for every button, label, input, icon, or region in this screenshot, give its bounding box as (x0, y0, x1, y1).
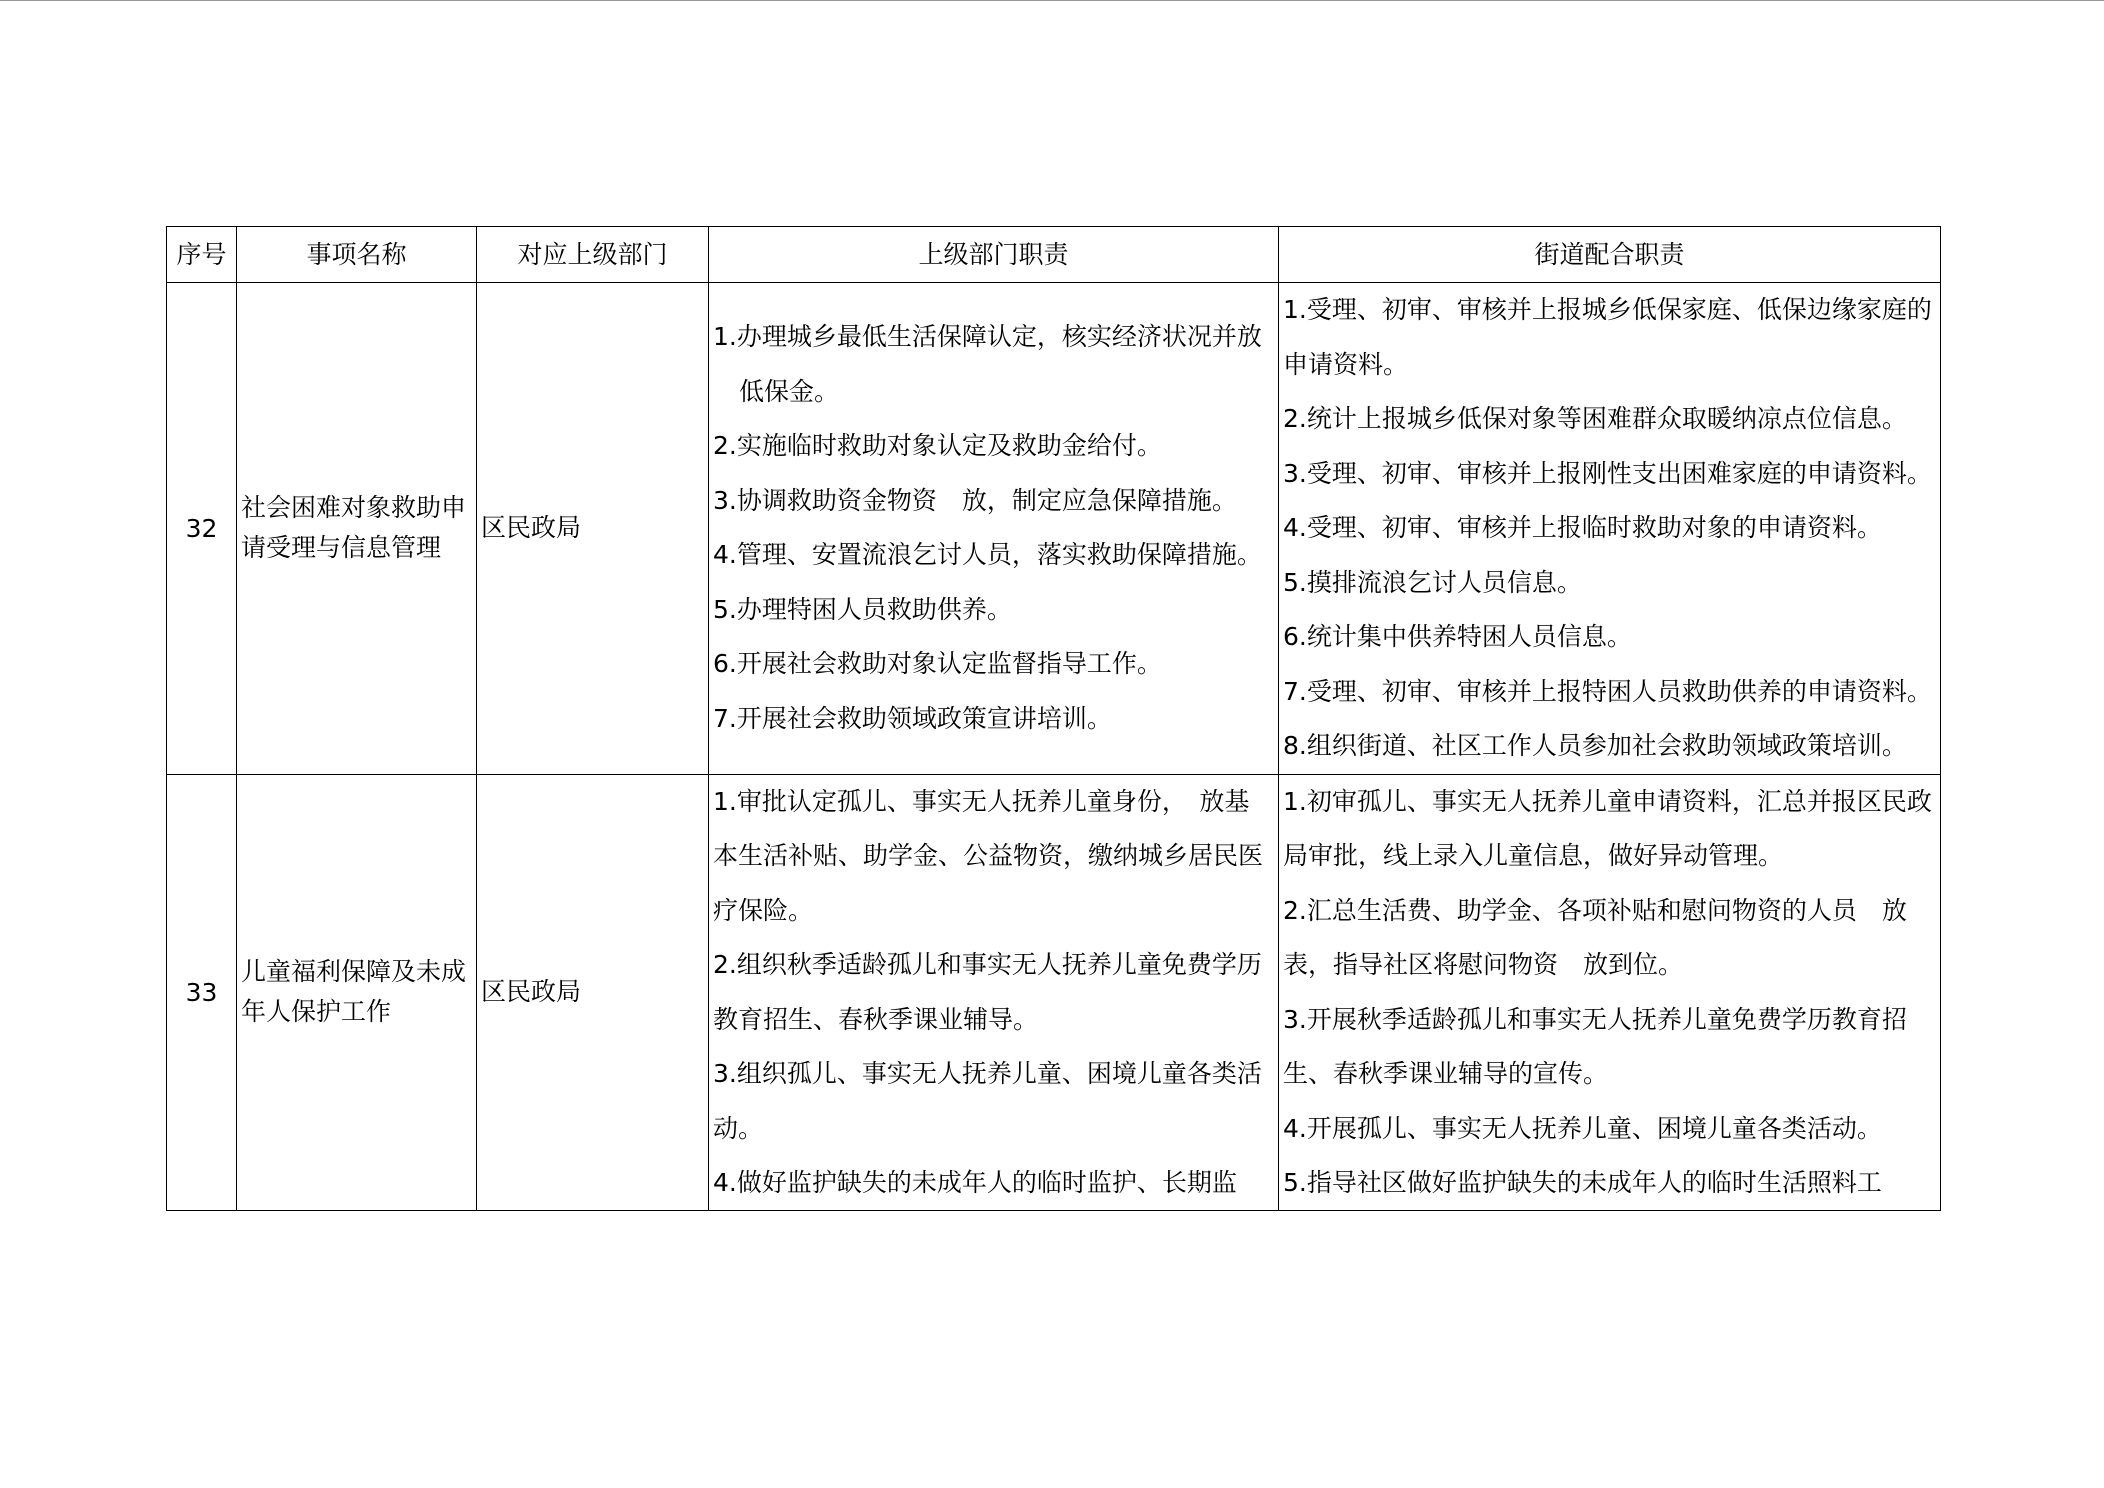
upper-duties-cell (709, 774, 1279, 1210)
header-upper-duties: 上级部门职责 (709, 227, 1279, 283)
list-item: 5.指导社区做好监护缺失的未成年人的临时生活照料工 (1283, 1168, 1882, 1197)
header-no: 序号 (167, 227, 237, 283)
list-item: 2.统计上报城乡低保对象等困难群众取暖纳凉点位信息。 (1283, 404, 1907, 433)
duty-table (166, 226, 1941, 1211)
list-item: 1.审批认定孤儿、事实无人抚养儿童身份， 放基本生活补贴、助学金、公益物资，缴纳城乡居民医疗保险。 (713, 786, 1264, 925)
list-item: 7.开展社会救助领域政策宣讲培训。 (713, 703, 1112, 733)
list-item: 1.初审孤儿、事实无人抚养儿童申请资料，汇总并报区民政局审批，线上录入儿童信息，做好异动管理。 (1283, 786, 1932, 870)
list-item: 6.统计集中供养特困人员信息。 (1283, 622, 1632, 651)
row-number: 33 (167, 774, 237, 1210)
street-duties-cell (1279, 283, 1941, 775)
list-item: 7.受理、初审、审核并上报特困人员救助供养的申请资料。 (1283, 676, 1932, 706)
list-item: 5.摸排流浪乞讨人员信息。 (1283, 567, 1582, 597)
header-dept: 对应上级部门 (477, 227, 709, 283)
header-name: 事项名称 (237, 227, 477, 283)
list-item: 3.受理、初审、审核并上报刚性支出困难家庭的申请资料。 (1283, 458, 1932, 488)
table-row (167, 283, 1941, 775)
upper-duties-cell (709, 283, 1279, 775)
list-item: 2.汇总生活费、助学金、各项补贴和慰问物资的人员 放表，指导社区将慰问物资 放到位。 (1283, 895, 1907, 979)
list-item: 4.开展孤儿、事实无人抚养儿童、困境儿童各类活动。 (1283, 1113, 1882, 1143)
list-item: 4.做好监护缺失的未成年人的临时监护、长期监 (713, 1168, 1237, 1197)
list-item: 8.组织街道、社区工作人员参加社会救助领域政策培训。 (1283, 731, 1907, 760)
list-item: 4.管理、安置流浪乞讨人员，落实救助保障措施。 (713, 540, 1262, 570)
list-item: 1.受理、初审、审核并上报城乡低保家庭、低保边缘家庭的申请资料。 (1283, 295, 1932, 379)
list-item: 4.受理、初审、审核并上报临时救助对象的申请资料。 (1283, 513, 1882, 542)
row-number: 32 (167, 283, 237, 775)
item-name: 社会困难对象救助申请受理与信息管理 (237, 283, 477, 775)
item-name: 儿童福利保障及未成年人保护工作 (237, 774, 477, 1210)
list-item: 3.组织孤儿、事实无人抚养儿童、困境儿童各类活动。 (713, 1059, 1262, 1143)
header-street-duties: 街道配合职责 (1279, 227, 1941, 283)
list-item: 2.组织秋季适龄孤儿和事实无人抚养儿童免费学历教育招生、春秋季课业辅导。 (713, 950, 1262, 1034)
table-row (167, 774, 1941, 1210)
street-duties-cell (1279, 774, 1941, 1210)
list-item: 1.办理城乡最低生活保障认定，核实经济状况并放低保金。 (713, 322, 1262, 406)
list-item: 6.开展社会救助对象认定监督指导工作。 (713, 649, 1162, 679)
list-item: 3.协调救助资金物资 放，制定应急保障措施。 (713, 485, 1237, 515)
upper-department: 区民政局 (477, 283, 709, 775)
table-header-row (167, 227, 1941, 283)
list-item: 3.开展秋季适龄孤儿和事实无人抚养儿童免费学历教育招生、春秋季课业辅导的宣传。 (1283, 1004, 1907, 1088)
upper-department: 区民政局 (477, 774, 709, 1210)
list-item: 2.实施临时救助对象认定及救助金给付。 (713, 431, 1162, 461)
list-item: 5.办理特困人员救助供养。 (713, 594, 1012, 624)
